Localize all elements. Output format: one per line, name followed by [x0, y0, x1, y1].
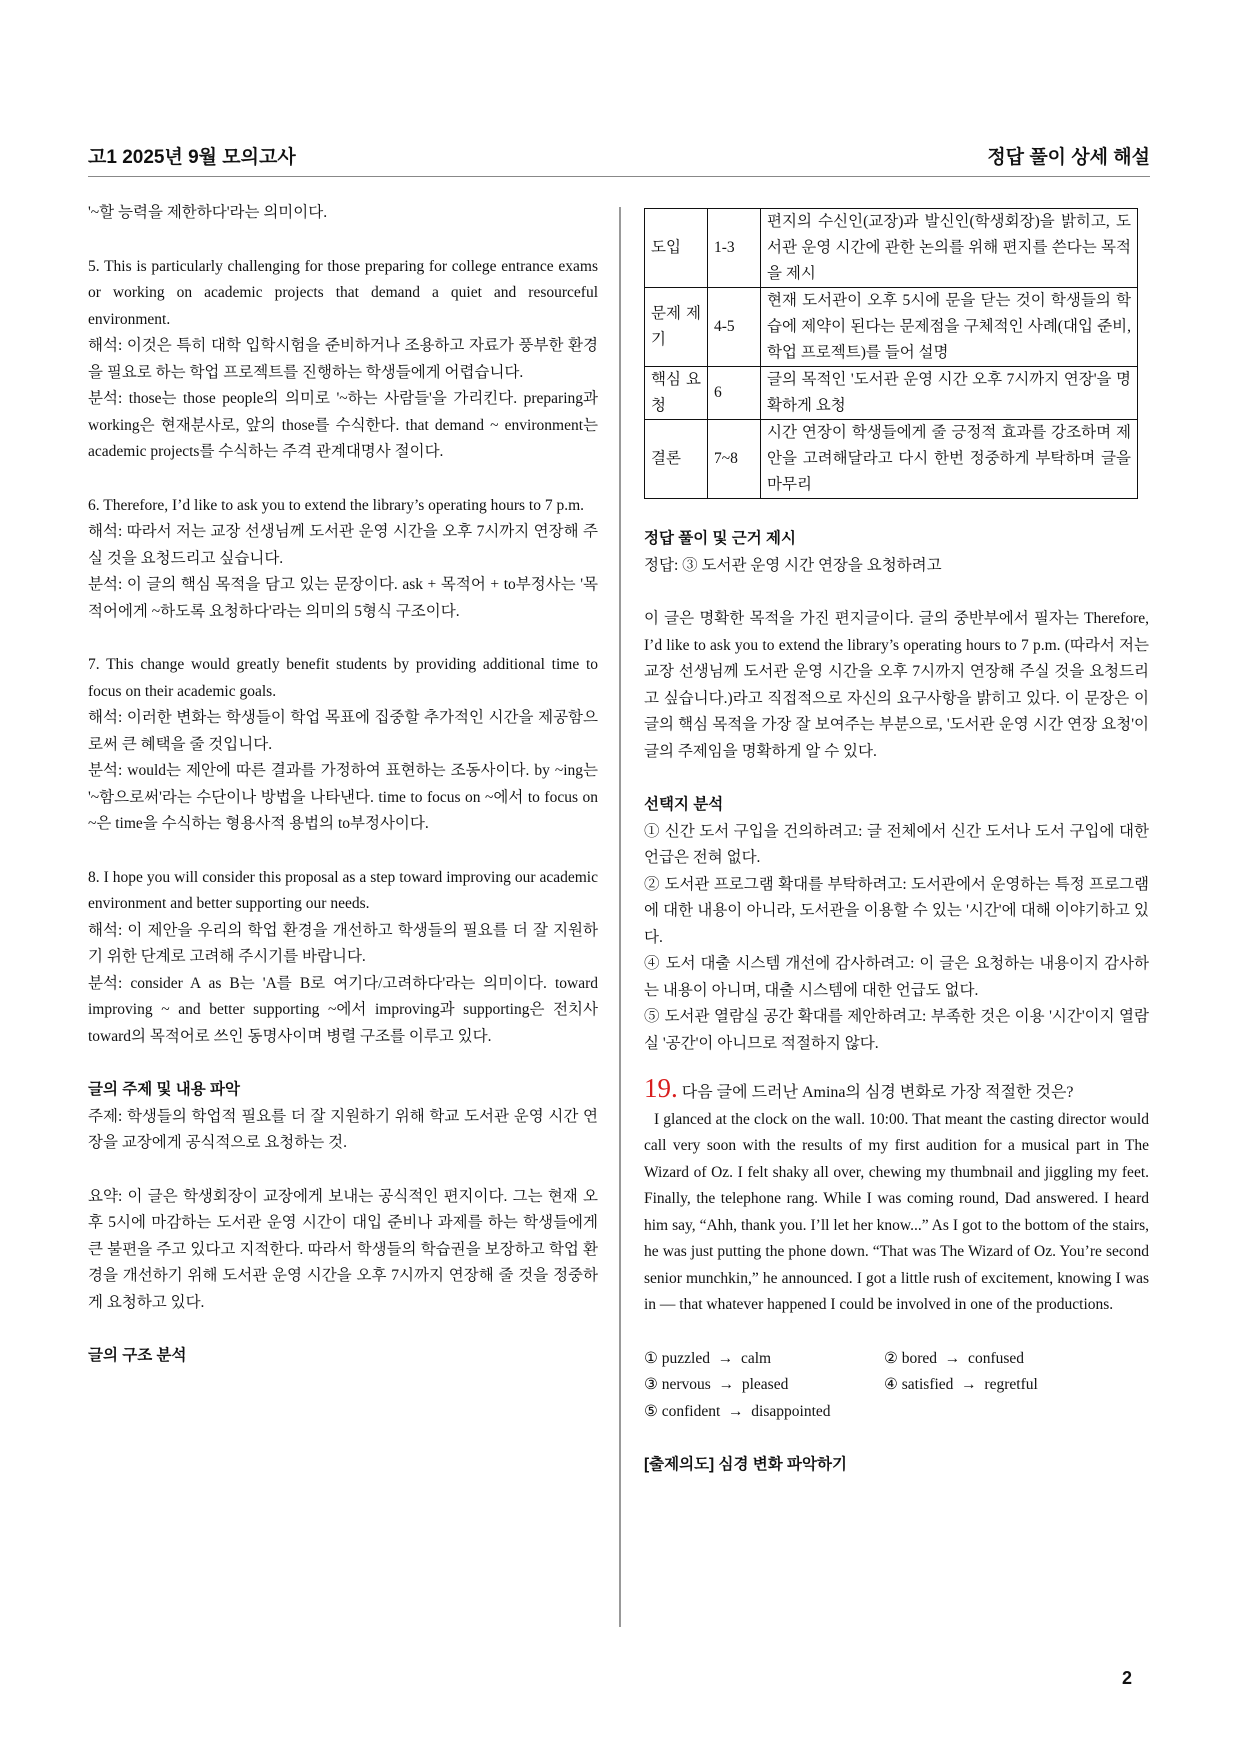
lines-cell: 6 [708, 367, 761, 420]
sentence-analysis: 분석: would는 제안에 따른 결과를 가정하여 표현하는 조동사이다. by ~ing는 '~함으로써'라는 수단이나 방법을 나타낸다. time to focus on ~에서 to focus on ~은 time을 수식하는 형용사적 용법의 to부정사이다. [88, 762, 598, 832]
structure-heading: 글의 구조 분석 [88, 1347, 187, 1364]
section-cell: 문제 제기 [645, 288, 708, 367]
section-cell: 핵심 요청 [645, 367, 708, 420]
lines-cell: 7~8 [708, 420, 761, 499]
choice-analysis-1: ① 신간 도서 구입을 건의하려고: 글 전체에서 신간 도서나 도서 구입에 대한 언급은 전혀 없다. [644, 822, 1149, 866]
left-column [88, 200, 598, 1370]
answer-heading: 정답 풀이 및 근거 제시 [644, 530, 796, 547]
structure-table [644, 208, 1138, 499]
table-row [645, 367, 1138, 420]
content-cell: 글의 목적인 '도서관 운영 시간 오후 7시까지 연장'을 명확하게 요청 [761, 367, 1138, 420]
content-cell: 편지의 수신인(교장)과 발신인(학생회장)을 밝히고, 도서관 운영 시간에 관한 논의를 위해 편지를 쓴다는 목적을 제시 [761, 209, 1138, 288]
sentence-block-5 [88, 254, 598, 466]
table-row [645, 420, 1138, 499]
lines-cell: 1-3 [708, 209, 761, 288]
intent-heading: [출제의도] 심경 변화 파악하기 [644, 1456, 847, 1473]
sentence-analysis: 분석: 이 글의 핵심 목적을 담고 있는 문장이다. ask + 목적어 + to부정사는 '목적어에게 ~하도록 요청하다'라는 의미의 5형식 구조이다. [88, 576, 598, 620]
answer-text: 정답: ③ 도서관 운영 시간 연장을 요청하려고 [644, 556, 942, 574]
choice-5: ⑤ confident → disappointed [644, 1402, 831, 1420]
page-number: 2 [1122, 1668, 1133, 1688]
sentence-translation: 해석: 따라서 저는 교장 선생님께 도서관 운영 시간을 오후 7시까지 연장해 주실 것을 요청드리고 싶습니다. [88, 523, 598, 567]
answer-explanation: 이 글은 명확한 목적을 가진 편지글이다. 글의 중반부에서 필자는 Therefore, I’d like to ask you to extend the library’s operating hours to 7 p.m. (따라서 저는 교장 선생님께 도서관 운영 시간을 오후 7시까지 연장해 주실 것을 요청드리고 싶습니다.)라고 직접적으로 자신의 요구사항을 밝히고 있다. 이 문장은 이 글의 핵심 목적을 가장 잘 보여주는 부분으로, '도서관 운영 시간 연장 요청'이 글의 주제임을 명확하게 알 수 있다. [644, 610, 1149, 760]
choice-3: ③ nervous → pleased [644, 1376, 789, 1393]
sentence-block-6 [88, 493, 598, 626]
sentence-translation: 해석: 이 제안을 우리의 학업 환경을 개선하고 학생들의 필요를 더 잘 지원하기 위한 단계로 고려해 주시기를 바랍니다. [88, 921, 598, 965]
right-column [644, 208, 1149, 1479]
question-title [644, 1075, 1149, 1107]
topic-heading: 글의 주제 및 내용 파악 [88, 1081, 240, 1098]
sentence-analysis: 분석: those는 those people의 의미로 '~하는 사람들'을 가리킨다. preparing과 working은 현재분사로, 앞의 those를 수식한다. that demand ~ environment는 academic projects를 수식하는 주격 관계대명사 절이다. [88, 390, 598, 460]
page-header [88, 142, 1150, 177]
question-prompt: 다음 글에 드러난 Amina의 심경 변화로 가장 적절한 것은? [681, 1084, 1074, 1101]
sentence-translation: 해석: 이러한 변화는 학생들이 학업 목표에 집중할 추가적인 시간을 제공함으로써 큰 혜택을 줄 것입니다. [88, 709, 598, 753]
table-row [645, 209, 1138, 288]
choice-analysis-2: ② 도서관 프로그램 확대를 부탁하려고: 도서관에서 운영하는 특정 프로그램에 대한 내용이 아니라, 도서관을 이용할 수 있는 '시간'에 대해 이야기하고 있다. [644, 875, 1149, 946]
choice-analysis-4: ④ 도서 대출 시스템 개선에 감사하려고: 이 글은 요청하는 내용이지 감사하는 내용이 아니며, 대출 시스템에 대한 언급도 없다. [644, 955, 1149, 999]
content-cell: 시간 연장이 학생들에게 줄 긍정적 효과를 강조하며 제안을 고려해달라고 다시 한번 정중하게 부탁하며 글을 마무리 [761, 420, 1138, 499]
intro-line: '~할 능력을 제한하다'라는 의미이다. [88, 204, 328, 221]
sentence-translation: 해석: 이것은 특히 대학 입학시험을 준비하거나 조용하고 자료가 풍부한 환경을 필요로 하는 학업 프로젝트를 진행하는 학생들에게 어렵습니다. [88, 337, 598, 381]
choice-4: ④ satisfied → regretful [884, 1376, 1038, 1393]
sentence-english: 5. This is particularly challenging for those preparing for college entrance exams or working on academic projects that demand a quiet and resourceful environment. [88, 257, 598, 328]
column-divider [619, 207, 621, 1627]
question-number: 19. [644, 1073, 678, 1103]
topic-text: 주제: 학생들의 학업적 필요를 더 잘 지원하기 위해 학교 도서관 운영 시간 연장을 교장에게 공식적으로 요청하는 것. [88, 1107, 598, 1151]
choice-analysis-5: ⑤ 도서관 열람실 공간 확대를 제안하려고: 부족한 것은 이용 '시간'이지 열람실 '공간'이 아니므로 적절하지 않다. [644, 1008, 1149, 1052]
exam-title: 고1 2025년 9월 모의고사 [88, 147, 296, 168]
sentence-analysis: 분석: consider A as B는 'A를 B로 여기다/고려하다'라는 의미이다. toward improving ~ and better supporting ~에서 improving과 supporting은 전치사 toward의 목적어로 쓰인 동명사이며 병렬 구조를 이루고 있다. [88, 974, 598, 1045]
section-cell: 도입 [645, 209, 708, 288]
sentence-english: 6. Therefore, I’d like to ask you to extend the library’s operating hours to 7 p.m. [88, 496, 585, 514]
sentence-english: 7. This change would greatly benefit students by providing additional time to focus on their academic goals. [88, 656, 598, 700]
answer-choices [644, 1346, 1149, 1426]
section-cell: 결론 [645, 420, 708, 499]
question-passage: I glanced at the clock on the wall. 10:00. That meant the casting director would call very soon with the results of my first audition for a musical part in The Wizard of Oz. I felt shaky all over, chewing my thumbnail and jiggling my feet. Finally, the telephone rang. While I was coming round, Dad answered. I heard him say, “Ahh, thank you. I’ll let her know...” As I got to the bottom of the stairs, he was just putting the phone down. “That was The Wizard of Oz. You’re second senior munchkin,” he announced. I got a little rush of excitement, knowing I was in — that whatever happened I could be involved in one of the productions. [644, 1110, 1149, 1313]
summary-text: 요약: 이 글은 학생회장이 교장에게 보내는 공식적인 편지이다. 그는 현재 오후 5시에 마감하는 도서관 운영 시간이 대입 준비나 과제를 하는 학생들에게 큰 불편을 주고 있다고 지적한다. 따라서 학생들의 학습권을 보장하고 학업 환경을 개선하기 위해 도서관 운영 시간을 오후 7시까지 연장해 줄 것을 정중하게 요청하고 있다. [88, 1187, 598, 1311]
choices-heading: 선택지 분석 [644, 796, 724, 813]
sentence-block-8 [88, 865, 598, 1051]
lines-cell: 4-5 [708, 288, 761, 367]
sentence-block-7 [88, 652, 598, 838]
choice-2: ② bored → confused [884, 1349, 1025, 1367]
sentence-english: 8. I hope you will consider this proposal as a step toward improving our academic environment and better supporting our needs. [88, 868, 598, 912]
content-cell: 현재 도서관이 오후 5시에 문을 닫는 것이 학생들의 학습에 제약이 된다는 문제점을 구체적인 사례(대입 준비, 학업 프로젝트)를 들어 설명 [761, 288, 1138, 367]
section-title: 정답 풀이 상세 해설 [987, 147, 1150, 168]
choice-1: ① puzzled → calm [644, 1349, 772, 1367]
table-row [645, 288, 1138, 367]
